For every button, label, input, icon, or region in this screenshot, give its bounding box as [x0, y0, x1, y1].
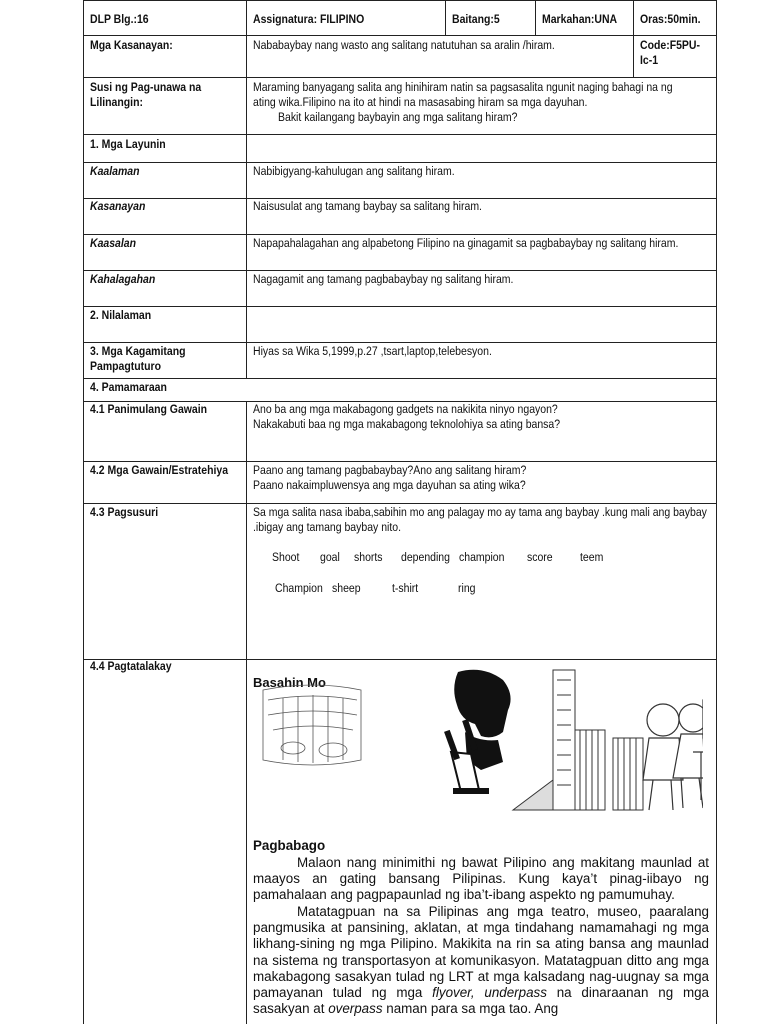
article-title: Pagbabago — [253, 838, 326, 853]
word-item: champion — [459, 550, 505, 564]
table-border-right — [716, 0, 717, 1024]
basahin-heading: Basahin Mo — [253, 675, 326, 690]
lesson-plan-table — [83, 0, 717, 1024]
row-divider — [83, 77, 717, 78]
word-item: shorts — [354, 550, 383, 564]
word-item: sheep — [332, 581, 361, 595]
kasanayan-code: Code:F5PU-Ic-1 — [640, 38, 700, 67]
row-divider — [83, 35, 717, 36]
scientist-microscope-icon — [444, 670, 511, 794]
word-item: teem — [580, 550, 604, 564]
word-item: score — [527, 550, 553, 564]
table-border-left — [83, 0, 84, 1024]
panimula-line1: Ano ba ang mga makabagong gadgets na nakikita ninyo ngayon? — [253, 402, 558, 416]
paragraph-text: naman para sa mga tao. Ang — [382, 1001, 559, 1017]
column-divider — [246, 401, 247, 1024]
article-paragraph-2 — [253, 904, 709, 1017]
paragraph-text: na dinaraanan ng mga sasakyan at — [253, 985, 709, 1017]
row-divider — [83, 270, 717, 271]
kaalaman-value: Nabibigyang-kahulugan ang salitang hiram. — [253, 164, 455, 178]
word-item: t-shirt — [392, 581, 419, 595]
susi-line3: Bakit kailangang baybayin ang mga salitang hiram? — [278, 110, 518, 124]
column-divider — [246, 0, 247, 378]
gawain-line2: Paano nakaimpluwensya ang mga dayuhan sa ating wika? — [253, 478, 526, 492]
kasanayan-obj-value: Naisusulat ang tamang baybay sa salitang hiram. — [253, 199, 482, 213]
row-divider — [83, 461, 717, 462]
children-computer-icon — [643, 700, 703, 810]
kaasalan-label: Kaasalan — [90, 236, 137, 250]
kaalaman-label: Kaalaman — [90, 164, 140, 178]
kagamitan-value: Hiyas sa Wika 5,1999,p.27 ,tsart,laptop,telebesyon. — [253, 344, 492, 358]
kahalagahan-value: Nagagamit ang tamang pagbabaybay ng salitang hiram. — [253, 272, 514, 286]
row-divider — [83, 306, 717, 307]
assignatura: Assignatura: FILIPINO — [253, 12, 365, 26]
markahan: Markahan:UNA — [542, 12, 618, 26]
oras: Oras:50min. — [640, 12, 701, 26]
row-divider — [83, 134, 717, 135]
word-item: ring — [458, 581, 476, 595]
pagsusuri-label: 4.3 Pagsusuri — [90, 505, 159, 519]
gawain-label: 4.2 Mga Gawain/Estratehiya — [90, 463, 229, 477]
article-paragraph-1: Malaon nang minimithi ng bawat Pilipino ang makitang maunlad at maayos an gating bansang Pilipinas. Kung kaya’t pinag-iibayo ng pamahalaan ang pagpapaunlad ng iba’t-ibang aspekto ng pamumuhay. — [253, 855, 709, 903]
word-item: goal — [320, 550, 340, 564]
nilalaman-label: 2. Nilalaman — [90, 308, 152, 322]
table-border-top — [83, 0, 717, 1]
column-divider — [535, 0, 536, 35]
baitang: Baitang:5 — [452, 12, 500, 26]
row-divider — [83, 162, 717, 163]
susi-line2: ating wika.Filipino na ito at hindi na masasabing hiram sa mga dayuhan. — [253, 95, 588, 109]
row-divider — [83, 342, 717, 343]
pamamaraan-label: 4. Pamamaraan — [90, 380, 167, 394]
row-divider — [83, 503, 717, 504]
paragraph-italic-term: flyover, underpass — [432, 985, 547, 1001]
word-item: Champion — [275, 581, 323, 595]
word-item: Shoot — [272, 550, 300, 564]
kaasalan-value: Napapahalagahan ang alpabetong Filipino na ginagamit sa pagbabaybay ng salitang hiram. — [253, 236, 679, 250]
panimula-line2: Nakakabuti baa ng mga makabagong teknolohiya sa ating bansa? — [253, 417, 561, 431]
row-divider — [83, 234, 717, 235]
kahalagahan-label: Kahalagahan — [90, 272, 156, 286]
skyscrapers-icon — [513, 670, 643, 810]
paragraph-text: Matatagpuan na sa Pilipinas ang mga teatro, museo, paaralang pangmusika at pansining, aklatan, at mga tindahang namamahagi ng mga likhang-sining ng mga Pilipino. Makikita na rin sa ating bansa ang maunlad na sistema ng transportasyon at komunikasyon. Matatagpuan ditto ang mga makabagong sasakyan tulad ng LRT at mga kalsadang nag-uugnay sa mga pamayanan tulad ng mga — [253, 904, 709, 1001]
paragraph-italic-term: overpass — [328, 1001, 383, 1017]
word-item: depending — [401, 550, 450, 564]
kasanayan-label: Mga Kasanayan: — [90, 38, 173, 52]
column-divider — [633, 0, 634, 77]
kasanayan-obj-label: Kasanayan — [90, 199, 146, 213]
kagamitan-label: 3. Mga Kagamitang Pampagtuturo — [90, 344, 186, 373]
illustration — [253, 660, 703, 820]
gawain-line1: Paano ang tamang pagbabaybay?Ano ang salitang hiram? — [253, 463, 527, 477]
layunin-label: 1. Mga Layunin — [90, 137, 166, 151]
pagsusuri-instruction: Sa mga salita nasa ibaba,sabihin mo ang palagay mo ay tama ang baybay .kung mali ang baybay .ibigay ang tamang baybay nito. — [253, 505, 707, 534]
pagtatalakay-label: 4.4 Pagtatalakay — [90, 659, 172, 673]
row-divider — [83, 378, 717, 379]
susi-label: Susi ng Pag-unawa na Lilinangin: — [90, 80, 202, 109]
susi-line1: Maraming banyagang salita ang hinihiram natin sa pagsasalita ngunit naging bahagi na ng — [253, 80, 673, 94]
dlp-number: DLP Blg.:16 — [90, 12, 149, 26]
panimula-label: 4.1 Panimulang Gawain — [90, 402, 208, 416]
kasanayan-value: Nababaybay nang wasto ang salitang natutuhan sa aralin /hiram. — [253, 38, 555, 52]
building-sketch-icon — [263, 685, 361, 765]
column-divider — [445, 0, 446, 35]
